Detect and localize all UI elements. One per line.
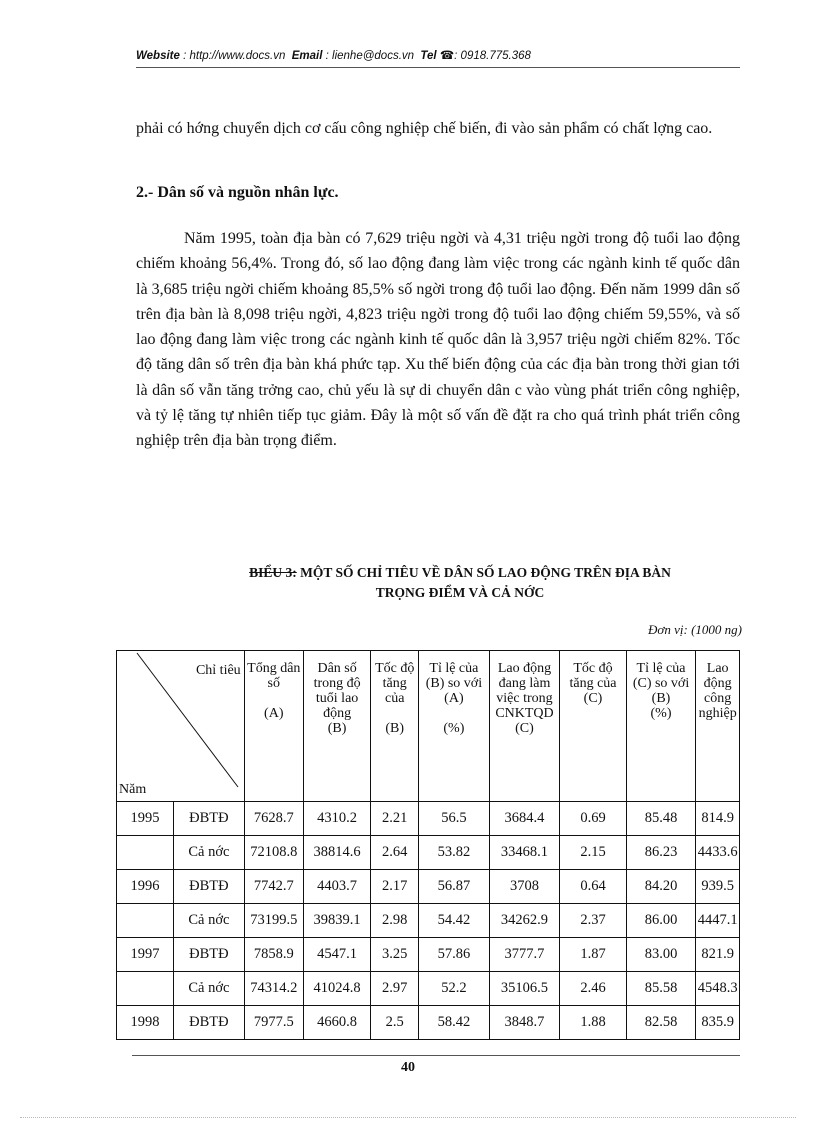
value-cell: 3777.7 — [489, 938, 560, 972]
table-header-row — [117, 651, 740, 802]
value-cell: 72108.8 — [244, 836, 303, 870]
value-cell: 2.64 — [371, 836, 419, 870]
value-cell: 0.69 — [560, 802, 626, 836]
paragraph-continuation: phải có hớng chuyển dịch cơ cấu công nghiệp chế biến, đi vào sản phẩm có chất lợng cao. — [136, 120, 713, 137]
value-cell: 39839.1 — [303, 904, 370, 938]
value-cell: 86.23 — [626, 836, 696, 870]
value-cell: 7858.9 — [244, 938, 303, 972]
value-cell: 939.5 — [696, 870, 740, 904]
value-cell: 2.46 — [560, 972, 626, 1006]
value-cell: 2.97 — [371, 972, 419, 1006]
value-cell: 3848.7 — [489, 1006, 560, 1040]
value-cell: 4403.7 — [303, 870, 370, 904]
phone-icon: ☎ — [439, 50, 455, 62]
value-cell: 56.5 — [419, 802, 490, 836]
table-body — [117, 802, 740, 1040]
column-header: Tỉ lệ của (C) so với (B) (%) — [626, 651, 696, 802]
value-cell: 57.86 — [419, 938, 490, 972]
section-heading: 2.- Dân số và nguồn nhân lực. — [136, 184, 339, 201]
value-cell: 821.9 — [696, 938, 740, 972]
header-divider — [136, 67, 740, 68]
year-cell: 1996 — [117, 870, 174, 904]
column-header: Lao động đang làm việc trong CNKTQD (C) — [489, 651, 560, 802]
tel-value: : 0918.775.368 — [454, 50, 531, 62]
value-cell: 53.82 — [419, 836, 490, 870]
table-row — [117, 870, 740, 904]
value-cell: 83.00 — [626, 938, 696, 972]
value-cell: 2.5 — [371, 1006, 419, 1040]
value-cell: 58.42 — [419, 1006, 490, 1040]
year-cell: 1995 — [117, 802, 174, 836]
region-cell: Cả nớc — [174, 904, 245, 938]
value-cell: 4433.6 — [696, 836, 740, 870]
value-cell: 4310.2 — [303, 802, 370, 836]
page-number: 40 — [401, 1060, 415, 1075]
value-cell: 73199.5 — [244, 904, 303, 938]
column-header: Tổng dân số (A) — [244, 651, 303, 802]
region-cell: ĐBTĐ — [174, 1006, 245, 1040]
value-cell: 35106.5 — [489, 972, 560, 1006]
value-cell: 84.20 — [626, 870, 696, 904]
column-header: Dân số trong độ tuổi lao động (B) — [303, 651, 370, 802]
year-cell: 1998 — [117, 1006, 174, 1040]
table-title — [150, 563, 770, 603]
value-cell: 52.2 — [419, 972, 490, 1006]
table-row — [117, 802, 740, 836]
table-row — [117, 904, 740, 938]
table-title-line1: MỘT SỐ CHỈ TIÊU VỀ DÂN SỐ LAO ĐỘNG TRÊN ĐỊA BÀN — [296, 565, 671, 580]
email-value: : lienhe@docs.vn — [325, 50, 415, 62]
table-row — [117, 972, 740, 1006]
region-cell: ĐBTĐ — [174, 802, 245, 836]
region-cell: ĐBTĐ — [174, 938, 245, 972]
website-value: : http://www.docs.vn — [183, 50, 286, 62]
value-cell: 4447.1 — [696, 904, 740, 938]
value-cell: 7977.5 — [244, 1006, 303, 1040]
region-cell: Cả nớc — [174, 836, 245, 870]
table-row — [117, 836, 740, 870]
table-title-line2: TRỌNG ĐIỂM VÀ CẢ NỚC — [375, 585, 545, 600]
page-bottom-border — [20, 1117, 796, 1118]
value-cell: 7628.7 — [244, 802, 303, 836]
value-cell: 2.21 — [371, 802, 419, 836]
year-cell: 1997 — [117, 938, 174, 972]
value-cell: 56.87 — [419, 870, 490, 904]
value-cell: 4548.3 — [696, 972, 740, 1006]
header-chitieu: Chỉ tiêu — [195, 663, 241, 678]
region-cell: ĐBTĐ — [174, 870, 245, 904]
value-cell: 4660.8 — [303, 1006, 370, 1040]
value-cell: 3708 — [489, 870, 560, 904]
value-cell: 33468.1 — [489, 836, 560, 870]
value-cell: 814.9 — [696, 802, 740, 836]
value-cell: 74314.2 — [244, 972, 303, 1006]
value-cell: 2.98 — [371, 904, 419, 938]
column-header: Lao động công nghiệp — [696, 651, 740, 802]
value-cell: 82.58 — [626, 1006, 696, 1040]
value-cell: 86.00 — [626, 904, 696, 938]
footer-divider — [132, 1055, 740, 1056]
value-cell: 2.37 — [560, 904, 626, 938]
paragraph-population: Năm 1995, toàn địa bàn có 7,629 triệu ngời và 4,31 triệu ngời trong độ tuổi lao động chiếm khoảng 56,4%. Trong đó, số lao động đang làm việc trong các ngành kinh tế quốc dân là 3,685 triệu ngời chiếm khoảng 85,5% số ngời trong độ tuổi lao động. Đến năm 1999 dân số trên địa bàn là 8,098 triệu ngời, 4,823 triệu ngời trong độ tuổi lao động chiếm 59,55%, và số lao động đang làm việc trong các ngành kinh tế quốc dân là 3,957 triệu ngời chiếm 82%. Tốc độ tăng dân số trên địa bàn khá phức tạp. Xu thế biến động của các địa bàn trong thời gian tới là dân số vẫn tăng trởng cao, chủ yếu là sự di chuyển dân c vào vùng phát triển công nghiệp, và tỷ lệ tăng tự nhiên tiếp tục giảm. Đây là một số vấn đề đặt ra cho quá trình phát triển công nghiệp trên địa bàn trọng điểm. — [136, 230, 740, 450]
population-table — [116, 650, 740, 1040]
value-cell: 85.58 — [626, 972, 696, 1006]
value-cell: 54.42 — [419, 904, 490, 938]
column-header: Tốc độ tăng của (B) — [371, 651, 419, 802]
region-cell: Cả nớc — [174, 972, 245, 1006]
value-cell: 2.15 — [560, 836, 626, 870]
table-unit: Đơn vị: (1000 ng) — [648, 622, 742, 637]
table-title-prefix: BIỂU 3: — [249, 565, 297, 580]
value-cell: 1.87 — [560, 938, 626, 972]
year-cell — [117, 972, 174, 1006]
value-cell: 1.88 — [560, 1006, 626, 1040]
value-cell: 3.25 — [371, 938, 419, 972]
value-cell: 835.9 — [696, 1006, 740, 1040]
value-cell: 41024.8 — [303, 972, 370, 1006]
value-cell: 85.48 — [626, 802, 696, 836]
value-cell: 38814.6 — [303, 836, 370, 870]
header-corner-cell — [117, 651, 245, 802]
page-header — [136, 48, 738, 66]
email-label: Email — [291, 50, 323, 62]
value-cell: 4547.1 — [303, 938, 370, 972]
column-header: Tỉ lệ của (B) so với (A) (%) — [419, 651, 490, 802]
header-nam: Năm — [119, 782, 147, 797]
website-label: Website — [136, 50, 180, 62]
table-row — [117, 1006, 740, 1040]
value-cell: 2.17 — [371, 870, 419, 904]
value-cell: 34262.9 — [489, 904, 560, 938]
value-cell: 7742.7 — [244, 870, 303, 904]
value-cell: 3684.4 — [489, 802, 560, 836]
tel-label: Tel — [420, 50, 437, 62]
year-cell — [117, 904, 174, 938]
year-cell — [117, 836, 174, 870]
value-cell: 0.64 — [560, 870, 626, 904]
column-header: Tốc độ tăng của (C) — [560, 651, 626, 802]
table-row — [117, 938, 740, 972]
